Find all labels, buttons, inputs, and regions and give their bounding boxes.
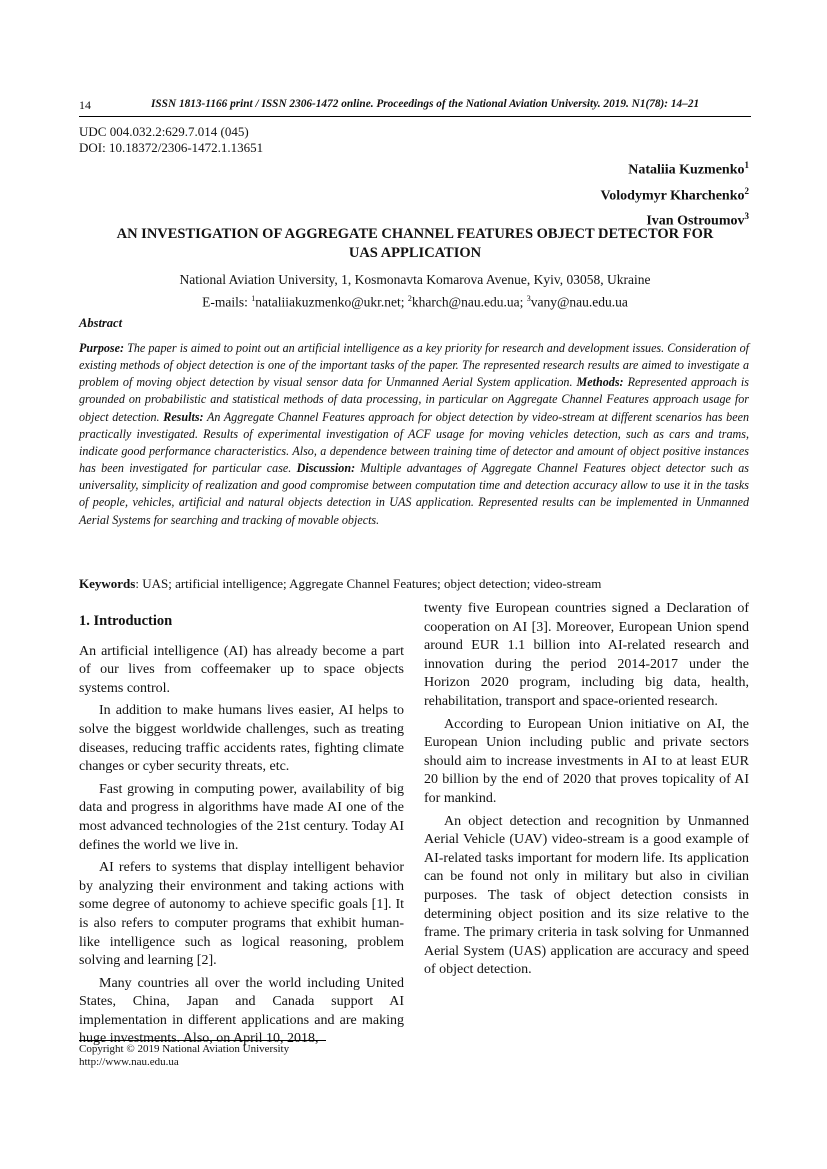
paragraph: Many countries all over the world including United States, China, Japan and Canada support AI implementation in different applications and are making huge investments. Also, on April 10, 2018, [79, 975, 404, 1047]
paragraph: AI refers to systems that display intelligent behavior by analyzing their environment and taking actions with some degree of autonomy to achieve specific goals [1]. It is also refers to computer programs that exhibit human-like intelligence such as logical reasoning, problem solving and learning [2]. [79, 860, 404, 969]
email-link-1[interactable]: nataliiakuzmenko@ukr.net [255, 294, 401, 310]
paragraph: According to European Union initiative on AI, the European Union including public and private sectors should aim to increase investments in AI to at least EUR 20 billion by the end of 2020 that proves topicality of AI for mankind. [424, 716, 749, 806]
paragraph: An object detection and recognition by Unmanned Aerial Vehicle (UAV) video-stream is a good example of AI-related tasks important for modern life. Its application can be found not only in military but also in civilian purposes. The task of object detection consists in determining object position and its size relative to the frame. The primary criteria in task solving for Unmanned Aerial System (UAS) application are accuracy and speed of object detection. [424, 813, 749, 978]
page-footer [79, 1043, 289, 1069]
affiliation-address: National Aviation University, 1, Kosmonavta Komarova Avenue, Kyiv, 03058, Ukraine [179, 272, 651, 287]
author-list [600, 155, 749, 232]
footer-rule [79, 1040, 326, 1041]
paragraph: Fast growing in computing power, availability of big data and progress in algorithms have made AI one of the most advanced technologies of the 21st century. Today AI defines the world we live in. [79, 781, 404, 853]
footer-url[interactable]: http://www.nau.edu.ua [79, 1056, 179, 1068]
email-link-3[interactable]: vany@nau.edu.ua [530, 294, 628, 310]
section-heading-introduction: 1. Introduction [79, 613, 173, 629]
left-column [79, 604, 404, 1049]
keywords: Keywords: UAS; artificial intelligence; Aggregate Channel Features; object detection; video-stream [79, 576, 602, 591]
copyright-notice: Copyright © 2019 National Aviation University [79, 1043, 290, 1055]
running-header [79, 98, 751, 116]
author-1: Nataliia Kuzmenko$^1$ [628, 160, 749, 178]
article-identifiers [79, 124, 263, 156]
paragraph: twenty five European countries signed a Declaration of cooperation on AI [3]. Moreover, European Union spend around EUR 1.1 billion into AI-related research and innovation during the period 2014-2017 under the Horizon 2020 program, including big data, health, rehabilitation, transport and space-oriented research. [424, 601, 749, 709]
email-list: E-mails: $^1$nataliiakuzmenko@ukr.net; $^2$kharch@nau.edu.ua; $^3$vany@nau.edu.ua [202, 294, 628, 310]
abstract-heading: Abstract [79, 316, 123, 330]
doi-code: DOI: 10.18372/2306-1472.1.13651 [79, 140, 264, 155]
author-3: Ivan Ostroumov$^3$ [646, 211, 749, 229]
header-rule [79, 116, 751, 117]
page-number: 14 [79, 98, 91, 112]
right-column [424, 600, 749, 980]
udc-code: UDC 004.032.2:629.7.014 (045) [79, 124, 249, 139]
paper-title: AN INVESTIGATION OF AGGREGATE CHANNEL FEATURES OBJECT DETECTOR FOR UAS APPLICATION [116, 226, 714, 261]
journal-citation: ISSN 1813-1166 print / ISSN 2306-1472 online. Proceedings of the National Aviation University. 2019. N1(78): 14–21 [151, 98, 700, 110]
paragraph: An artificial intelligence (AI) has already become a part of our lives from coffeemaker up to space objects systems control. [79, 643, 404, 696]
email-link-2[interactable]: kharch@nau.edu.ua [411, 294, 520, 310]
paragraph: In addition to make humans lives easier, AI helps to solve the biggest worldwide challenges, such as treating diseases, reducing traffic accidents rates, fighting climate changes or cyber security threats, etc. [79, 703, 404, 775]
abstract-body: Purpose: The paper is aimed to point out an artificial intelligence as a key priority for research and development issues. Consideration of existing methods of object detection is one of the important tasks of the paper. The represented research results are aimed to investigate a problem of moving object detection by visual sensor data for Unmanned Aerial System application. Methods: Represented approach is grounded on probabilistic and statistical methods of data processing, in particular on Aggregate Channel Features approach usage for object detection. Results: An Aggregate Channel Features approach for object detection by video-stream at different scenarios has been practically investigated. Results of experimental investigation of ACF usage for moving vehicles detection, such as cars and trams, indicate good performance characteristics. Also, a dependence between training time of detector and amount of object positive instances has been investigated for particular case. Discussion: Multiple advantages of Aggregate Channel Features object detector such as universality, simplicity of realization and good compromise between computation time and detection accuracy allow to use it in the tasks of people, vehicles, artificial and natural objects detection in UAS application. Represented results can be implemented in Unmanned Aerial Systems for searching and tracking of movable objects. [79, 341, 750, 527]
affiliation [79, 270, 751, 312]
author-2: Volodymyr Kharchenko$^2$ [600, 185, 749, 204]
